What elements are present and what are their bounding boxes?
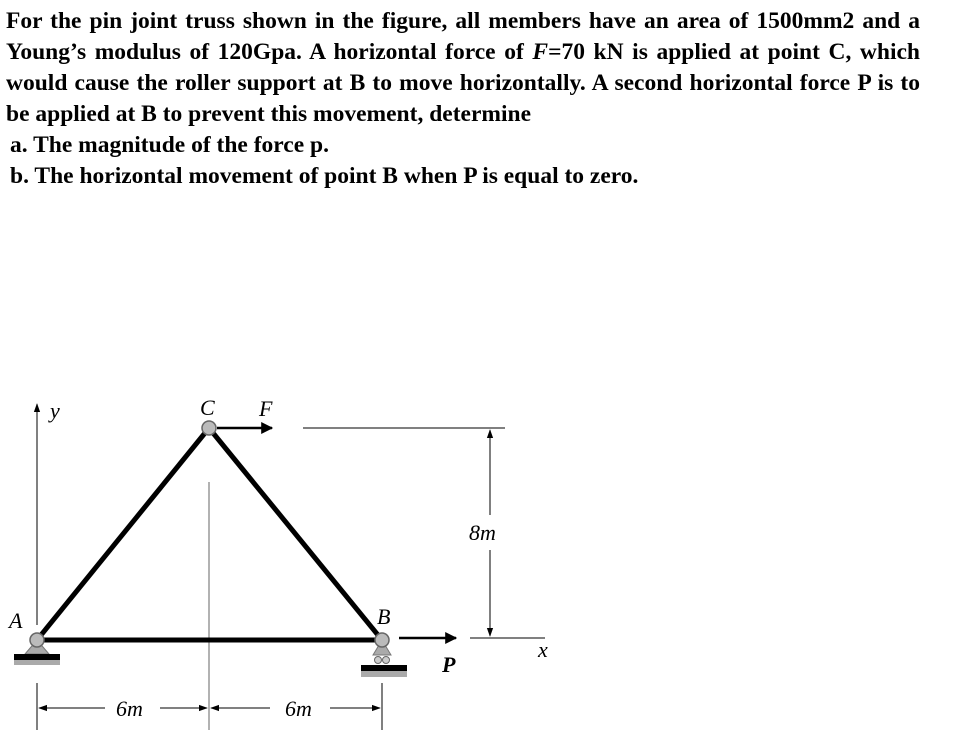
node-c-label: C	[200, 395, 215, 420]
question-a: a. The magnitude of the force p.	[10, 132, 329, 158]
node-b-label: B	[377, 604, 391, 629]
intro-text-2: =70 kN is applied at point C, which would cause the roller support at B to move horizontally. A second horizontal force P is to be applied at B to prevent this movement, determine	[6, 39, 920, 127]
height-dim-label: 8m	[469, 520, 496, 545]
question-b: b. The horizontal movement of point B when P is equal to zero.	[10, 163, 639, 189]
pin-c	[202, 421, 216, 435]
member-cb	[209, 428, 382, 640]
node-a-label: A	[9, 608, 23, 633]
intro-force-symbol: F	[532, 39, 549, 65]
force-p-label: P	[442, 652, 456, 677]
span-left-label: 6m	[116, 696, 143, 721]
y-axis-label: y	[50, 398, 60, 423]
member-ac	[37, 428, 209, 640]
force-f-label: F	[259, 396, 273, 421]
span-right-label: 6m	[285, 696, 312, 721]
x-axis-label: x	[538, 637, 548, 662]
intro-text-1: For the pin joint truss shown in the figure, all members have an area of 1500mm2 and a Young’s modulus of 120Gpa. A horizontal force of	[6, 8, 920, 65]
